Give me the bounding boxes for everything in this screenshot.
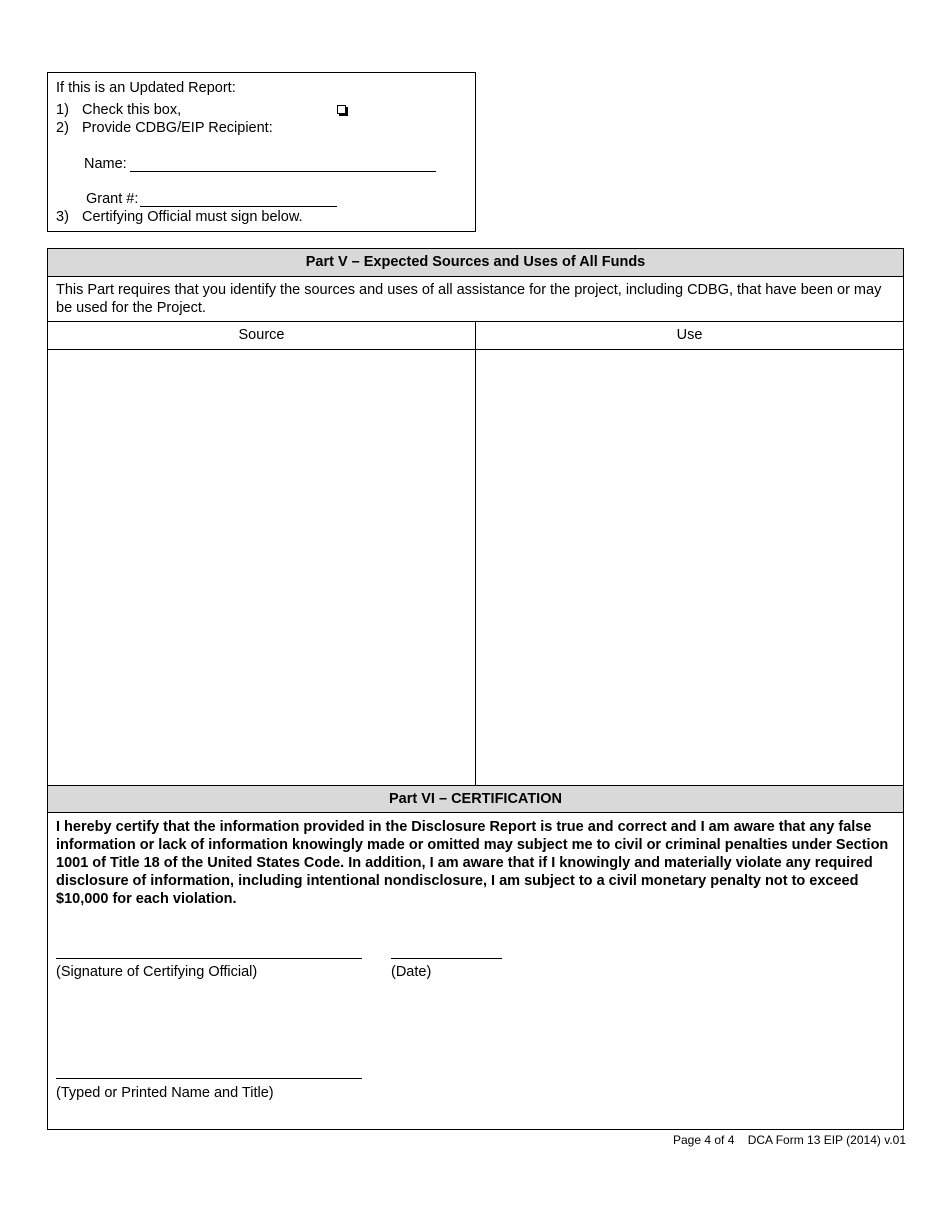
updated-report-box	[47, 72, 476, 232]
grant-number-field[interactable]	[140, 206, 337, 207]
source-entry-area[interactable]	[48, 350, 475, 785]
step-2	[56, 119, 273, 137]
signature-line[interactable]	[56, 958, 362, 959]
signature-label: (Signature of Certifying Official)	[56, 964, 258, 980]
source-column-header: Source	[238, 327, 285, 343]
grant-label: Grant #:	[86, 191, 139, 207]
name-field[interactable]	[130, 171, 436, 172]
divider	[48, 812, 903, 813]
name-label: Name:	[84, 156, 127, 172]
step-3	[56, 208, 303, 226]
updated-report-checkbox[interactable]	[337, 105, 346, 114]
use-entry-area[interactable]	[476, 350, 903, 785]
printed-name-line[interactable]	[56, 1078, 362, 1079]
part-vi-header: Part VI – CERTIFICATION	[48, 786, 903, 812]
step-3-text: Certifying Official must sign below.	[82, 209, 303, 225]
certification-statement: I hereby certify that the information provided in the Disclosure Report is true and correct and I am aware that any false information or lack of information knowingly made or omitted may subject me to civil or criminal penalties under Section 1001 of Title 18 of the United States Code. In addition, I am aware that if I knowingly and materially violate any required disclosure of information, including intentional nondisclosure, I am subject to a civil monetary penalty not to exceed $10,000 for each violation.	[56, 819, 889, 907]
use-column-header: Use	[676, 327, 703, 343]
step-1-number: 1)	[56, 102, 69, 118]
divider	[48, 276, 903, 277]
step-2-text: Provide CDBG/EIP Recipient:	[82, 120, 273, 136]
updated-report-title: If this is an Updated Report:	[56, 80, 236, 96]
step-1	[56, 101, 181, 119]
part-v-description: This Part requires that you identify the sources and uses of all assistance for the project, including CDBG, that have been or may be used for the Project.	[56, 282, 882, 316]
part-v-header: Part V – Expected Sources and Uses of All Funds	[48, 249, 903, 276]
disclosure-form-table	[47, 248, 904, 1130]
date-label: (Date)	[391, 964, 432, 980]
step-2-number: 2)	[56, 120, 69, 136]
step-1-text: Check this box,	[82, 102, 182, 118]
step-3-number: 3)	[56, 209, 69, 225]
date-line[interactable]	[391, 958, 502, 959]
page-footer: Page 4 of 4 DCA Form 13 EIP (2014) v.01	[672, 1133, 906, 1147]
printed-name-label: (Typed or Printed Name and Title)	[56, 1085, 274, 1101]
